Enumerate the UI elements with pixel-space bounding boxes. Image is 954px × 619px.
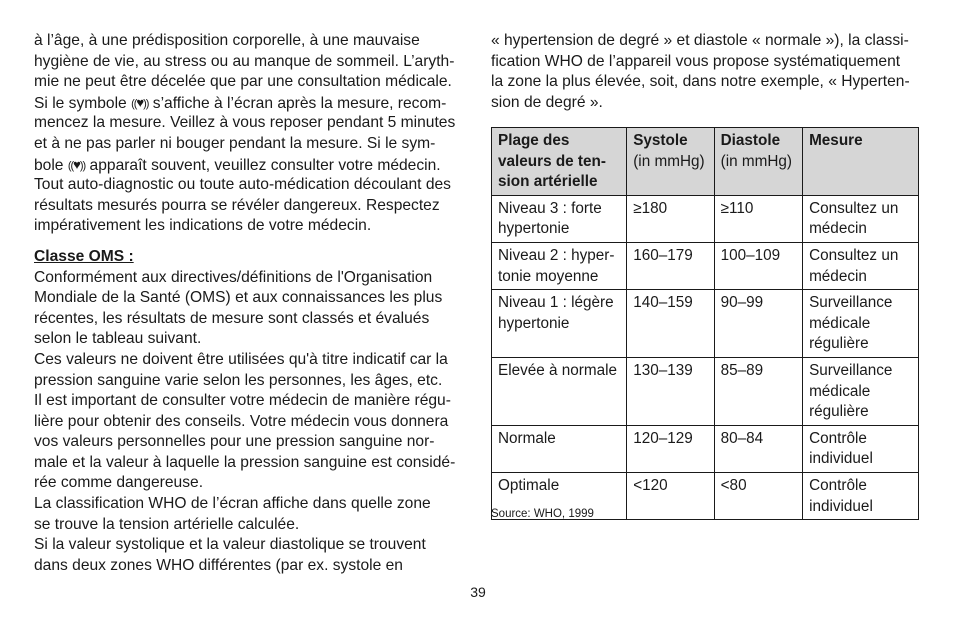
text-line: fication WHO de l’appareil vous propose systématiquement	[491, 52, 901, 70]
left-column	[34, 31, 474, 576]
text-fragment: bole	[34, 156, 64, 174]
header-systole: Systole (in mmHg)	[627, 128, 714, 196]
cell-systole: 120–129	[627, 425, 714, 472]
heart-arrhythmia-icon: ((♥))	[67, 156, 86, 172]
text-line: Si la valeur systolique et la valeur diastolique se trouvent	[34, 536, 426, 554]
text-line: se trouve la tension artérielle calculée.	[34, 515, 300, 533]
table-row	[492, 425, 919, 472]
cell-action: Consultez un médecin	[803, 242, 919, 289]
heart-arrhythmia-icon: ((♥))	[131, 94, 149, 110]
text-line: mie ne peut être décelée que par une consultation médicale.	[34, 73, 452, 91]
header-diastole: Diastole (in mmHg)	[714, 128, 802, 196]
text-line: Il est important de consulter votre médecin de manière régu-	[34, 392, 451, 410]
text-line: pression sanguine varie selon les personnes, les âges, etc.	[34, 371, 443, 389]
cell-range: Optimale	[492, 472, 627, 519]
text-line: Ces valeurs ne doivent être utilisées qu'à titre indicatif car la	[34, 350, 448, 368]
cell-diastole: 100–109	[714, 242, 802, 289]
text-line: Tout auto-diagnostic ou toute auto-médication découlant des	[34, 176, 451, 194]
cell-range: Niveau 1 : légère hypertonie	[492, 290, 627, 358]
table-row	[492, 195, 919, 242]
cell-diastole: 90–99	[714, 290, 802, 358]
text-line: hygiène de vie, au stress ou au manque de sommeil. L’aryth-	[34, 52, 455, 70]
cell-diastole: 80–84	[714, 425, 802, 472]
text-line: la zone la plus élevée, soit, dans notre exemple, « Hyperten-	[491, 73, 910, 91]
text-line: dans deux zones WHO différentes (par ex. systole en	[34, 556, 403, 574]
section-heading: Classe OMS :	[34, 247, 134, 265]
text-line: Conformément aux directives/définitions de l'Organisation	[34, 268, 433, 286]
text-line: Mondiale de la Santé (OMS) et aux connaissances les plus	[34, 289, 443, 307]
text-line: rée comme dangereuse.	[34, 474, 204, 492]
who-classification-table	[491, 127, 919, 520]
text-line: résultats mesurés pourra se révéler dangereux. Respectez	[34, 196, 440, 214]
cell-range: Niveau 3 : forte hypertonie	[492, 195, 627, 242]
table-header-row	[492, 128, 919, 196]
text-fragment: apparaît souvent, veuillez consulter votre médecin.	[89, 156, 441, 174]
text-line: La classification WHO de l’écran affiche dans quelle zone	[34, 495, 431, 513]
cell-action: Consultez un médecin	[803, 195, 919, 242]
text-line: à l’âge, à une prédisposition corporelle, à une mauvaise	[34, 32, 420, 49]
cell-range: Elevée à normale	[492, 357, 627, 425]
cell-systole: ≥180	[627, 195, 714, 242]
cell-systole: 160–179	[627, 242, 714, 289]
cell-action: Surveillance médicale régulière	[803, 290, 919, 358]
cell-action: Surveillance médicale régulière	[803, 357, 919, 425]
text-line: vos valeurs personnelles pour une pression sanguine nor-	[34, 433, 435, 451]
text-line: selon le tableau suivant.	[34, 330, 202, 348]
cell-range: Normale	[492, 425, 627, 472]
table-source-note: Source: WHO, 1999	[491, 508, 594, 520]
table-row	[492, 357, 919, 425]
text-line	[34, 155, 474, 176]
cell-systole: 130–139	[627, 357, 714, 425]
text-line: lière pour obtenir des conseils. Votre médecin vous donnera	[34, 412, 449, 430]
text-line: impérativement les indications de votre médecin.	[34, 217, 372, 235]
text-line: sion de degré ».	[491, 93, 603, 111]
text-line: male et la valeur à laquelle la pression sanguine est considé-	[34, 453, 456, 471]
cell-action: Contrôle individuel	[803, 425, 919, 472]
page-number: 39	[470, 584, 486, 600]
cell-systole: 140–159	[627, 290, 714, 358]
cell-diastole: <80	[714, 472, 802, 519]
table-row	[492, 290, 919, 358]
cell-diastole: ≥110	[714, 195, 802, 242]
cell-systole: <120	[627, 472, 714, 519]
cell-diastole: 85–89	[714, 357, 802, 425]
right-column	[491, 31, 921, 113]
cell-action: Contrôle individuel	[803, 472, 919, 519]
table-row	[492, 242, 919, 289]
text-line: mencez la mesure. Veillez à vous reposer pendant 5 minutes	[34, 114, 456, 132]
header-range: Plage des valeurs de ten- sion artérielle	[492, 128, 627, 196]
text-fragment: s’affiche à l’écran après la mesure, recom-	[152, 94, 447, 112]
text-line: et à ne pas parler ni bouger pendant la mesure. Si le sym-	[34, 134, 436, 152]
header-action: Mesure	[803, 128, 919, 196]
text-line: récentes, les résultats de mesure sont classés et évalués	[34, 309, 430, 327]
text-fragment: Si le symbole	[34, 94, 127, 112]
text-line	[34, 93, 474, 114]
cell-range: Niveau 2 : hyper- tonie moyenne	[492, 242, 627, 289]
text-line: « hypertension de degré » et diastole « normale »), la classi-	[491, 32, 909, 49]
